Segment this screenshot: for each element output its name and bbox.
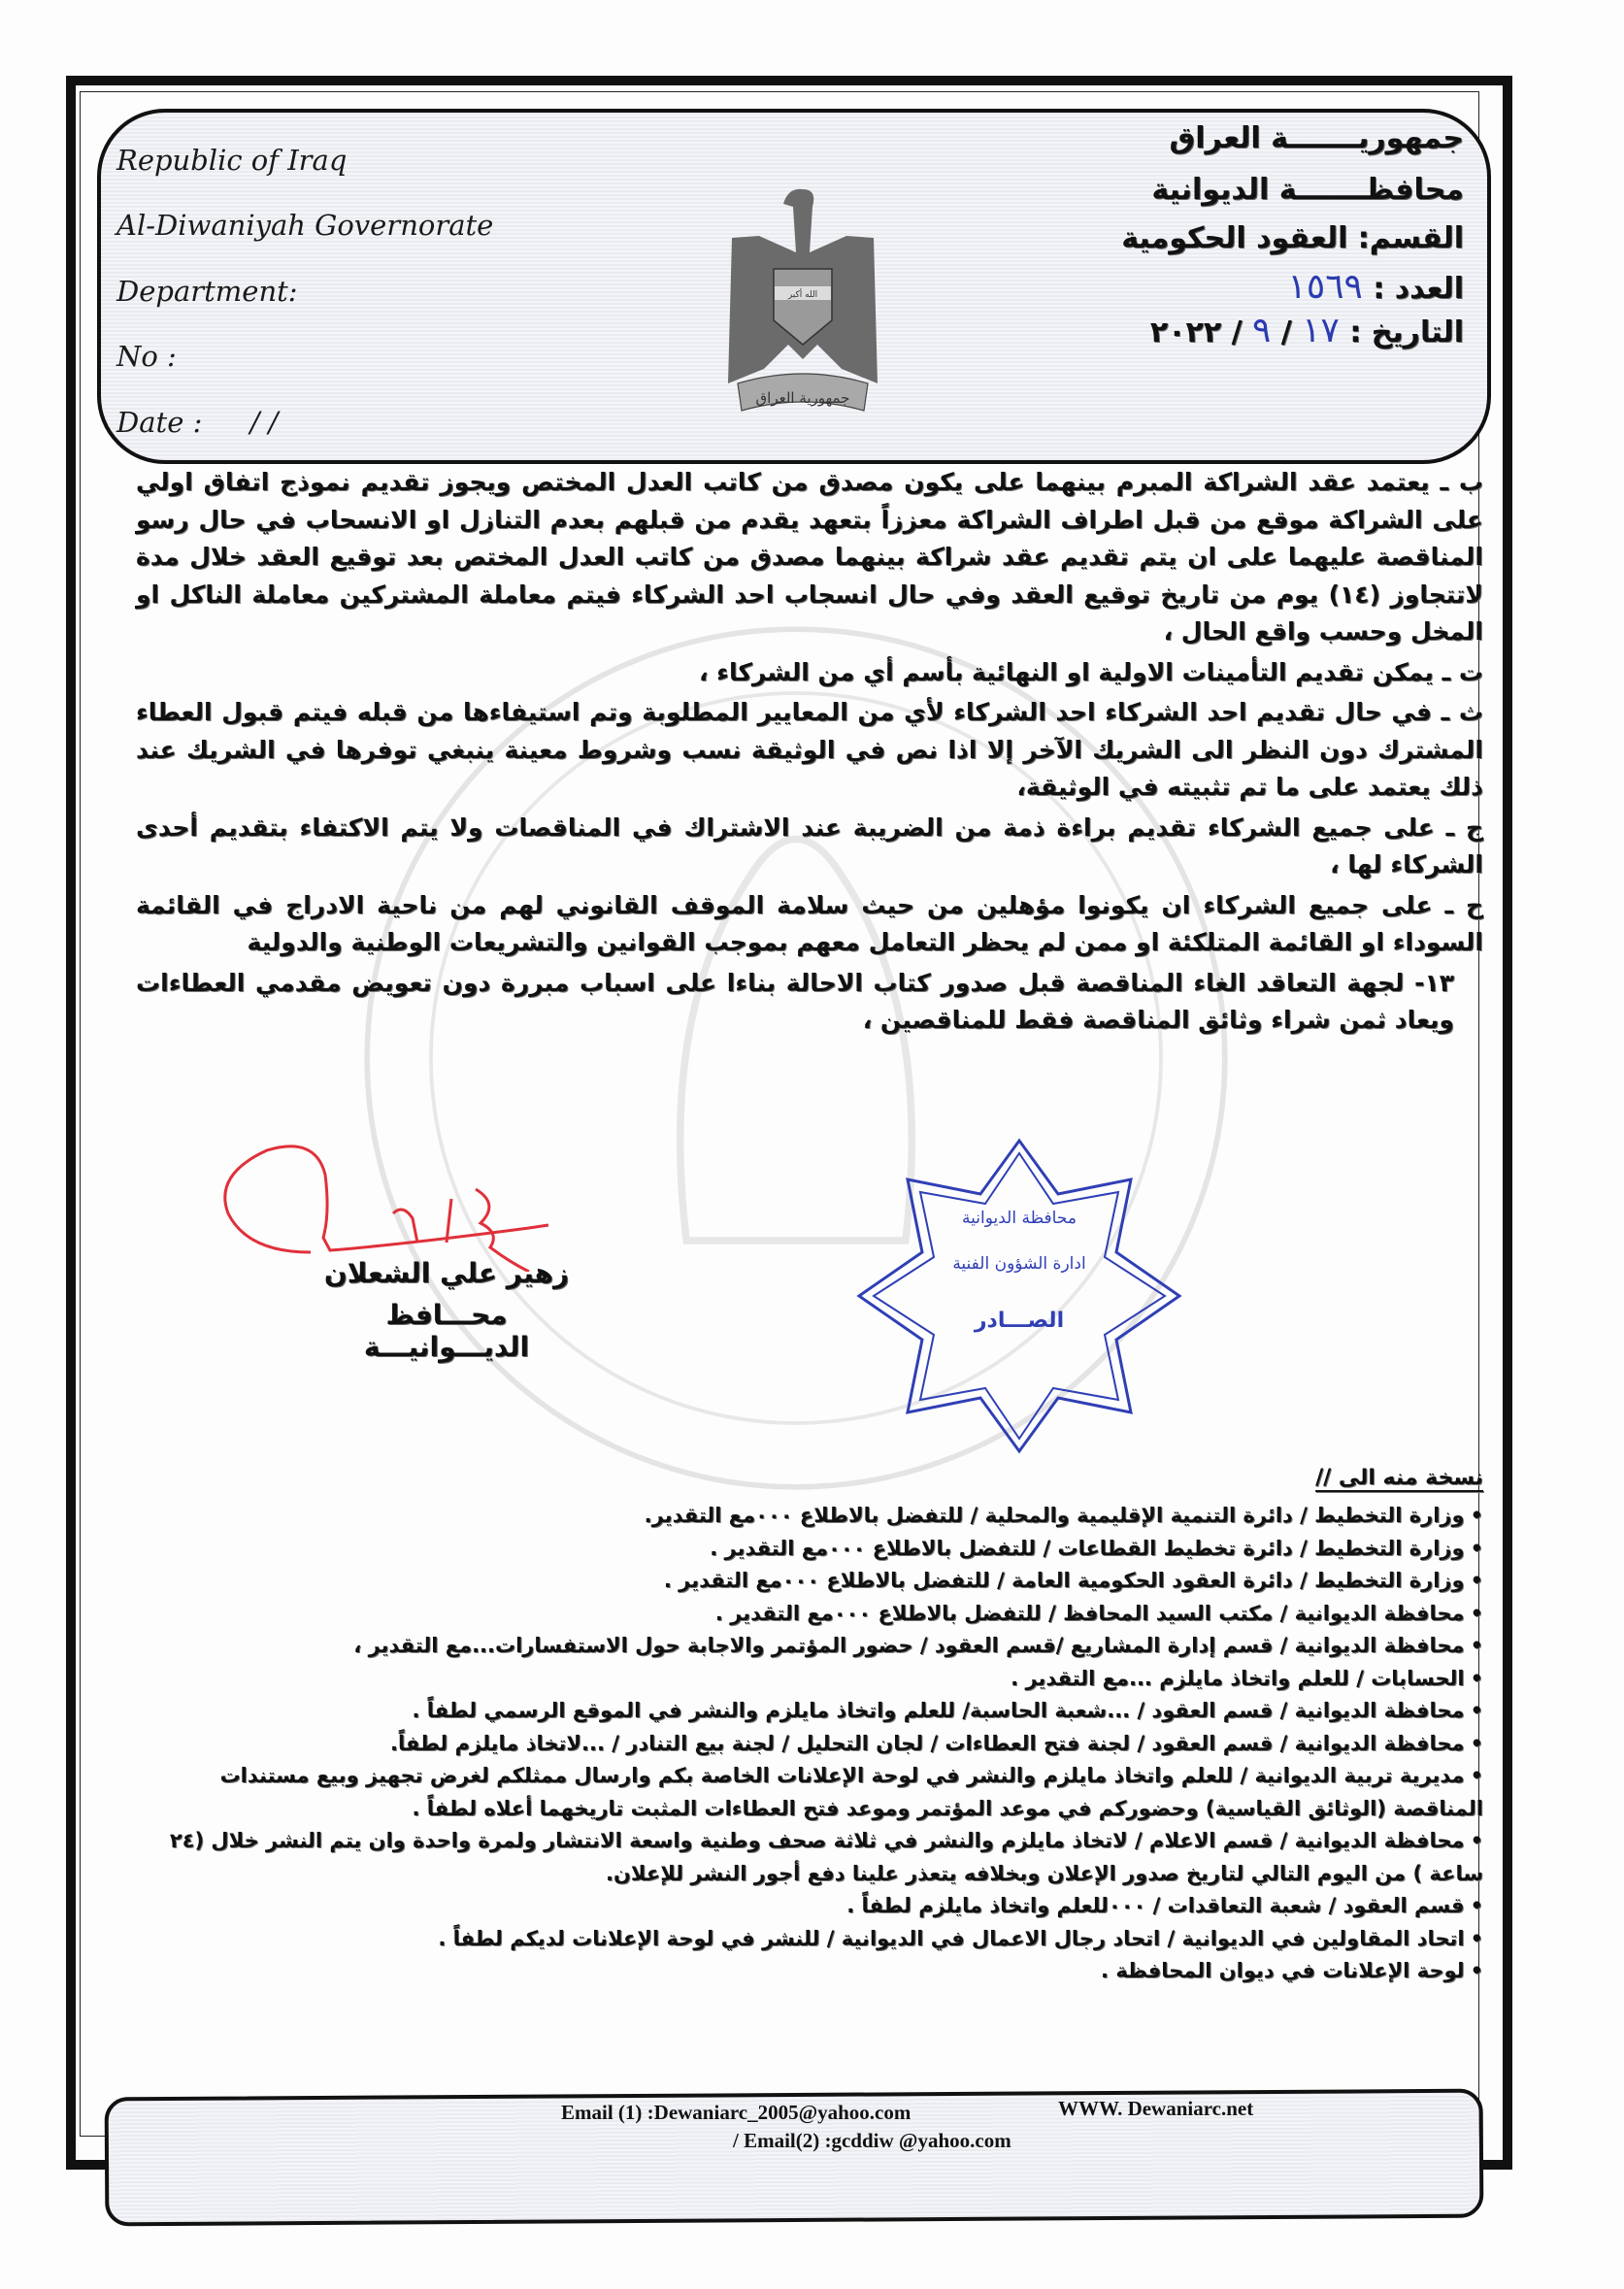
copy-recipient: •وزارة التخطيط / دائرة العقود الحكومية العامة / للتفضل بالاطلاع ٠٠٠مع التقدير . — [663, 1569, 1483, 1592]
copy-recipient: •الحسابات / للعلم واتخاذ مايلزم ...مع التقدير . — [1011, 1666, 1483, 1690]
signatory-name: زهير علي الشعلان — [323, 1257, 570, 1289]
stamp-line-2: ادارة الشؤون الفنية — [952, 1254, 1086, 1274]
copy-recipient: •لوحة الإعلانات في ديوان المحافظة . — [1101, 1959, 1483, 1982]
date-year: ٢٠٢٢ — [1149, 315, 1222, 349]
arabic-number-label: العدد : — [1373, 272, 1464, 306]
footer-email-2[interactable]: / Email(2) :gcddiw @yahoo.com — [733, 2129, 1011, 2152]
arabic-number-row — [1288, 267, 1464, 307]
clause-t: ت ـ يمكن تقديم التأمينات الاولية او النهائية بأسم أي من الشركاء ، — [698, 657, 1483, 686]
english-no-label: No : — [116, 340, 177, 373]
footer-email-1[interactable]: Email (1) :Dewaniarc_2005@yahoo.com — [561, 2101, 911, 2124]
copy-recipient: •محافظة الديوانية / قسم الاعلام / لاتخاذ مايلزم والنشر في ثلاثة صحف وطنية واسعة الانتشار ولمرة واحدة وان يتم النشر خلال (٢٤ ساعة ) من اليوم التالي لتاريخ صدور الإعلان وبخلافه يتعذر علينا دفع أجور النشر للإعلان. — [169, 1829, 1483, 1885]
governor-signature — [209, 1136, 694, 1272]
copy-recipient: •محافظة الديوانية / قسم العقود / ...شعبة الحاسبة/ للعلم واتخاذ مايلزم والنشر في الموقع الرسمي لطفاً . — [412, 1699, 1483, 1722]
english-date-label — [116, 406, 278, 439]
english-date-text: Date : — [116, 406, 203, 439]
stamp-line-3: الصـــادر — [974, 1309, 1065, 1333]
clause-13: ١٣- لجهة التعاقد الغاء المناقصة قبل صدور كتاب الاحالة بناءا على اسباب مبررة دون تعويض مقدمي العطاءات ويعاد ثمن شراء وثائق المناقصة فقط للمناقصين ، — [136, 968, 1454, 1034]
clause-b: ب ـ يعتمد عقد الشراكة المبرم بينهما على يكون مصدق من كاتب العدل المختص ويجوز تقديم نموذج اتفاق اولي على الشراكة موقع من قبل اطراف الشراكة معززاً بتعهد يقدم من قبلهم بعدم التنازل او الانسحاب في حال رسو المناقصة عليهما على ان يتم تقديم عقد شراكة بينهما مصدق من كاتب العدل المختص بعد توقيع العقد خلال مدة لاتتجاوز (١٤) يوم من تاريخ توقيع العقد وفي حال انسجاب احد الشركاء فيتم معاملة المشتركين معاملة الناكل او المخل وحسب واقع الحال ، — [136, 468, 1483, 646]
arabic-date-row: التاريخ : ١٧ / ٩ / ٢٠٢٢ — [1149, 311, 1464, 350]
footer-website[interactable]: WWW. Dewaniarc.net — [1058, 2097, 1254, 2120]
date-month: ٩ — [1252, 311, 1272, 350]
iraq-eagle-emblem-icon — [691, 160, 914, 422]
clause-th: ث ـ في حال تقديم احد الشركاء احد الشركاء لأي من المعايير المطلوبة وتم استيفاءها من قبله فيتم قبول العطاء المشترك دون النظر الى الشريك الآخر إلا اذا نص في الوثيقة نسب وشروط معينة ينبغي توفرها في الشريك عند ذلك يعتمد على ما تم تثبيته في الوثيقة، — [136, 698, 1483, 801]
clause-h: ح ـ على جميع الشركاء ان يكونوا مؤهلين من حيث سلامة الموقف القانوني لهم من ناحية الادراج في القائمة السوداء او القائمة المتلكئة او ممن لم يحظر التعامل معهم بموجب القوانين والتشريعات الوطنية والدولية — [136, 890, 1483, 956]
copies-title: نسخة منه الى // — [1315, 1466, 1483, 1490]
letter-body — [136, 464, 1483, 1043]
arabic-governorate: محافظـــــــة الديوانية — [1151, 173, 1464, 207]
english-date-slashes: / / — [249, 406, 279, 439]
copy-recipient: •محافظة الديوانية / قسم إدارة المشاريع /قسم العقود / حضور المؤتمر والاجابة حول الاستفسارات...مع التقدير ، — [353, 1634, 1483, 1657]
copy-recipient: •مديرية تربية الديوانية / للعلم واتخاذ مايلزم والنشر في لوحة الإعلانات الخاصة بكم وارسال ممثلكم لغرض تجهيز وبيع مستندات المناقصة (الوثائق القياسية) وحضوركم في موعد المؤتمر وموعد فتح العطاءات المثبت تاريخهما أعلاه لطفاً . — [219, 1764, 1483, 1820]
clause-j: ج ـ على جميع الشركاء تقديم براءة ذمة من الضريبة عند الاشتراك في المناقصات ولا يتم الاكتفاء بتقديم أحدى الشركاء لها ، — [136, 813, 1483, 879]
arabic-republic: جمهوريـــــــة العراق — [1169, 121, 1464, 155]
english-republic: Republic of Iraq — [116, 144, 348, 177]
arabic-department: القسم: العقود الحكومية — [1121, 221, 1464, 255]
copy-recipient: •اتحاد المقاولين في الديوانية / اتحاد رجال الاعمال في الديوانية / للنشر في لوحة الإعلانات لديكم لطفاً . — [438, 1926, 1483, 1950]
arabic-date-label: التاريخ : — [1349, 315, 1464, 349]
copy-recipient: •محافظة الديوانية / قسم العقود / لجنة فتح العطاءات / لجان التحليل / لجنة بيع التنادر / ...لاتخاذ مايلزم لطفاً. — [390, 1731, 1483, 1755]
copy-recipient: •قسم العقود / شعبة التعاقدات / ٠٠٠للعلم واتخاذ مايلزم لطفاً . — [846, 1894, 1483, 1917]
copy-recipient: •محافظة الديوانية / مكتب السيد المحافظ / للتفضل بالاطلاع ٠٠٠مع التقدير . — [714, 1601, 1483, 1625]
english-department-label: Department: — [116, 275, 298, 308]
emblem-shield-text: الله أكبر — [787, 290, 818, 300]
copies-list — [124, 1500, 1483, 1988]
date-day: ١٧ — [1302, 311, 1340, 350]
copy-recipient: •وزارة التخطيط / دائرة التنمية الإقليمية والمحلية / للتفضل بالاطلاع ٠٠٠مع التقدير. — [644, 1504, 1483, 1527]
emblem-caption: جمهورية العراق — [755, 389, 850, 407]
copy-recipient: •وزارة التخطيط / دائرة تخطيط القطاعات / للتفضل بالاطلاع ٠٠٠مع التقدير . — [710, 1536, 1483, 1560]
document-number: ١٥٦٩ — [1287, 267, 1363, 307]
signatory-title: محـــافظ الديـــوانيـــة — [363, 1299, 530, 1363]
official-stamp-icon — [854, 1136, 1184, 1456]
english-governorate: Al-Diwaniyah Governorate — [116, 209, 494, 242]
stamp-line-1: محافظة الديوانية — [962, 1209, 1077, 1228]
